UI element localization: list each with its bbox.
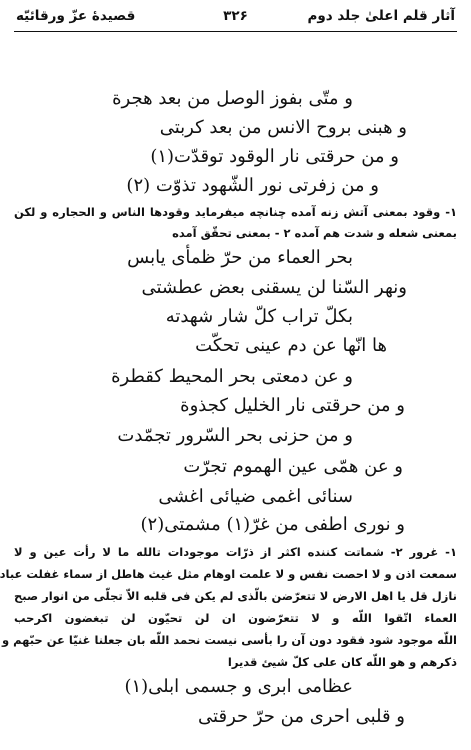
verse-line: بحر العماء من حرّ ظمأی یابس	[127, 247, 353, 268]
footnote-line: ۱- غرور ۲- شماتت کننده اکثر از ذرّات موجودات تالله ما لا رأت عین و لا	[14, 545, 457, 559]
footnote-line: ۱- وقود بمعنی آتش زنه آمده چنانچه میفرماید وقودها الناس و الحجاره و لکن	[14, 205, 457, 219]
footnote-line: بمعنی شعله و شدت هم آمده ۲ - بمعنی تحقّق آمده	[172, 226, 457, 240]
verse-line: سنائی اغمی ضیائی اغشی	[158, 486, 353, 507]
verse-line: و عن دمعتی بحر المحیط کقطرة	[111, 366, 353, 387]
footnote-line: اللّه موجود شود فقود دون آن را بأسی نیست نحمد اللّه بان جعلنا غنیّا عن حبّهم و	[1, 633, 457, 647]
verse-line: و من حرقتی نار الخلیل کجذوة	[180, 395, 405, 416]
verse-line: و نوری اطفی من غرّ(۱) مشمتی(۲)	[140, 514, 405, 535]
footnote-line: العماء اتّقوا اللّه و لا تتعرّضون ان لن تحیّون لن تبغضون اکرحب	[14, 611, 457, 625]
verse-line: و متّی بفوز الوصل من بعد هجرة	[112, 88, 353, 109]
verse-line: و عن همّی عین الهموم تجرّت	[183, 456, 403, 477]
section-title: قصیدهٔ عزّ ورقائیّه	[16, 8, 136, 24]
verse-line: بکلّ تراب کلّ شار شهدته	[165, 306, 353, 327]
page-number: ۳۲۶	[223, 8, 248, 24]
verse-line: عظامی ابری و جسمی ابلی(۱)	[124, 676, 353, 697]
verse-line: و من زفرتی نور الشّهود تذوّت (۲)	[126, 175, 379, 196]
verse-line: و قلبی احری من حرّ حرقتی	[198, 706, 405, 727]
verse-line: ها انّها عن دم عینی تحکّت	[195, 335, 387, 356]
verse-line: و هبنی بروح الانس من بعد کربتی	[159, 117, 407, 138]
verse-line: و من حزنی بحر السّرور تجمّدت	[117, 425, 353, 446]
footnote-line: نازل قل یا اهل الارض لا تتعرّضن بالّذی لم یکن فی قلبه الاّ تجلّی من انوار صبح	[14, 589, 457, 603]
footnote-line: ذکرهم و هو اللّه کان علی کلّ شیئ قدیرا	[227, 655, 457, 669]
header-rule	[14, 31, 457, 32]
verse-line: ونهر السّنا لن یسقنی بعض عطشتی	[141, 277, 407, 298]
book-title: آثار قلم اعلیٰ جلد دوم	[307, 8, 455, 24]
verse-line: و من حرقتی نار الوقود توقدّت(۱)	[150, 146, 399, 167]
running-header	[14, 6, 457, 28]
footnote-line: سمعت اذن و لا احصت نفس و لا علمت اوهام مثل غیث هاطل از سماء غفلت عباد	[0, 567, 457, 581]
